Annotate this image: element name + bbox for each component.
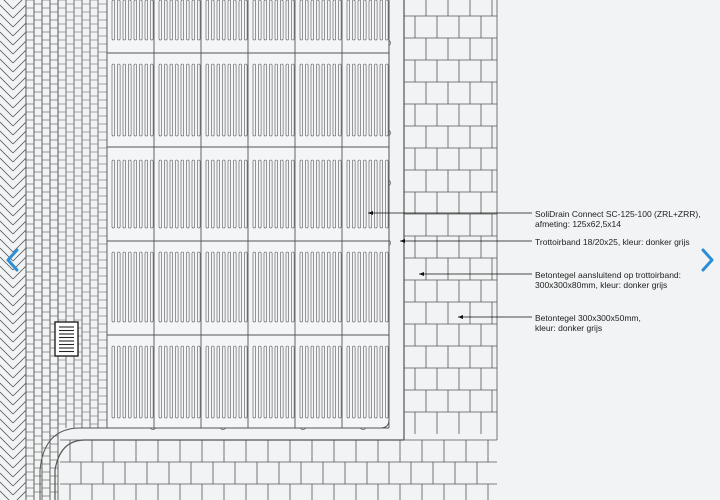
bottom-tile-rows — [60, 440, 497, 500]
prev-button[interactable] — [0, 238, 26, 282]
drainage-tile-field — [107, 0, 389, 428]
annotation-solidrain: SoliDrain Connect SC-125-100 (ZRL+ZRR), afmeting: 125x62,5x14 — [535, 209, 701, 229]
next-button[interactable] — [694, 238, 720, 282]
concrete-tile-grid — [404, 0, 497, 440]
chevron-left-icon — [0, 238, 26, 282]
brick-paving-strip — [26, 0, 107, 500]
chevron-right-icon — [694, 238, 720, 282]
annotation-betontegel: Betontegel 300x300x50mm, kleur: donker grijs — [535, 313, 641, 333]
gully-grate — [55, 322, 78, 356]
annotation-trottoirband: Trottoirband 18/20x25, kleur: donker grijs — [535, 237, 690, 247]
leader-lines — [368, 211, 532, 319]
annotation-betontegel-aansluitend: Betontegel aansluitend op trottoirband: 300x300x80mm, kleur: donker grijs — [535, 270, 682, 290]
